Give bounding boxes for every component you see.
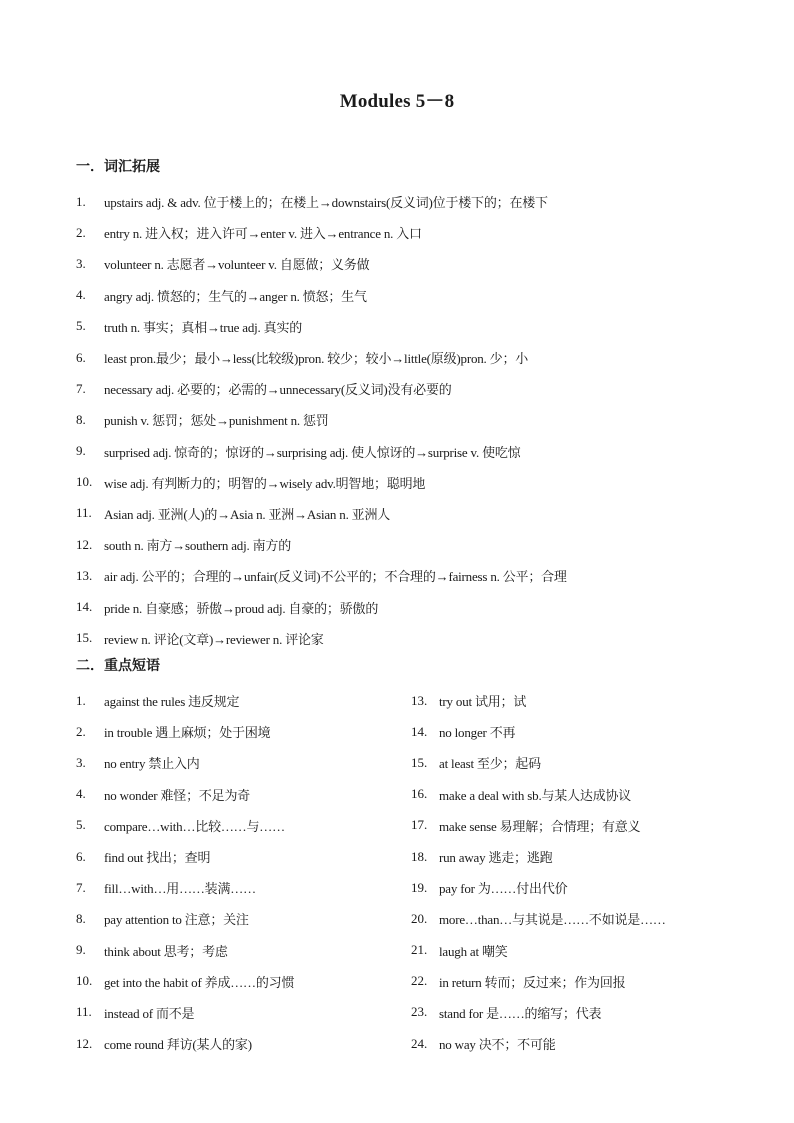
item-text: south n. 南方→southern adj. 南方的 [104, 538, 292, 554]
item-number: 3. [76, 754, 86, 770]
item-text: pride n. 自豪感；骄傲→proud adj. 自豪的；骄傲的 [104, 600, 379, 616]
vocabulary-item [76, 404, 736, 435]
vocabulary-item [76, 560, 736, 591]
section-heading-phrases: 二．重点短语 [76, 658, 160, 674]
item-text: least pron.最少；最小→less(比较级)pron. 较少；较小→little(原级)pron. 少；小 [104, 351, 529, 367]
phrase-item [76, 841, 406, 872]
item-number: 22. [411, 973, 428, 989]
item-text: in return 转而；反过来；作为回报 [439, 974, 626, 990]
phrase-item [76, 997, 406, 1028]
phrase-item [411, 810, 741, 841]
phrase-item [76, 1028, 406, 1059]
item-number: 24. [411, 1035, 428, 1051]
item-number: 23. [411, 1004, 428, 1020]
vocabulary-item [76, 467, 736, 498]
item-text: at least 至少；起码 [439, 756, 541, 772]
item-text: wise adj. 有判断力的；明智的→wisely adv.明智地；聪明地 [104, 475, 426, 491]
item-text: laugh at 嘲笑 [439, 943, 508, 959]
item-number: 14. [76, 599, 93, 615]
item-text: in trouble 遇上麻烦；处于困境 [104, 725, 271, 741]
item-number: 13. [411, 692, 428, 708]
page-title: Modules 5－8 [339, 91, 455, 112]
phrase-item [76, 810, 406, 841]
item-text: no way 决不；不可能 [439, 1037, 556, 1053]
item-text: find out 找出；查明 [104, 850, 211, 866]
item-number: 12. [76, 536, 93, 552]
phrase-item [411, 903, 741, 934]
item-text: air adj. 公平的；合理的→unfair(反义词)不公平的；不合理的→fairness n. 公平；合理 [104, 569, 567, 585]
item-text: fill…with…用……装满…… [104, 881, 256, 897]
item-number: 14. [411, 723, 428, 739]
phrase-item [411, 872, 741, 903]
item-text: review n. 评论(文章)→reviewer n. 评论家 [104, 631, 324, 647]
item-text: more…than…与其说是……不如说是…… [439, 912, 666, 928]
vocabulary-item [76, 436, 736, 467]
item-text: make a deal with sb.与某人达成协议 [439, 787, 632, 803]
item-text: make sense 易理解；合情理；有意义 [439, 818, 641, 834]
vocabulary-item [76, 373, 736, 404]
item-number: 9. [76, 942, 86, 958]
item-text: come round 拜访(某人的家) [104, 1037, 252, 1053]
item-text: instead of 而不是 [104, 1005, 195, 1021]
phrase-item [411, 966, 741, 997]
item-number: 3. [76, 255, 86, 271]
item-text: pay attention to 注意；关注 [104, 912, 249, 928]
item-number: 16. [411, 786, 428, 802]
item-text: against the rules 违反规定 [104, 694, 240, 710]
item-text: try out 试用；试 [439, 694, 527, 710]
item-number: 19. [411, 879, 428, 895]
item-number: 2. [76, 224, 86, 240]
item-number: 20. [411, 910, 428, 926]
item-number: 18. [411, 848, 428, 864]
item-number: 4. [76, 287, 86, 303]
phrase-item [411, 779, 741, 810]
vocabulary-item [76, 591, 736, 622]
item-text: Asian adj. 亚洲(人)的→Asia n. 亚洲→Asian n. 亚洲人 [104, 506, 391, 522]
vocabulary-item [76, 186, 736, 217]
item-text: truth n. 事实；真相→true adj. 真实的 [104, 319, 303, 335]
item-number: 4. [76, 786, 86, 802]
item-text: no longer 不再 [439, 725, 516, 741]
item-number: 12. [76, 1035, 93, 1051]
vocabulary-item [76, 280, 736, 311]
item-number: 15. [76, 630, 93, 646]
item-number: 11. [76, 505, 92, 521]
item-number: 21. [411, 942, 428, 958]
item-text: necessary adj. 必要的；必需的→unnecessary(反义词)没有必要的 [104, 382, 452, 398]
vocabulary-item [76, 217, 736, 248]
item-number: 8. [76, 411, 86, 427]
item-text: think about 思考；考虑 [104, 943, 228, 959]
vocabulary-list [76, 186, 736, 654]
phrase-item [76, 716, 406, 747]
phrase-item [411, 1028, 741, 1059]
phrase-list-left [76, 685, 406, 1059]
item-number: 13. [76, 567, 93, 583]
item-text: run away 逃走；逃跑 [439, 850, 553, 866]
item-text: volunteer n. 志愿者→volunteer v. 自愿做；义务做 [104, 257, 370, 273]
vocabulary-item [76, 623, 736, 654]
item-number: 17. [411, 817, 428, 833]
phrase-item [411, 841, 741, 872]
item-number: 7. [76, 879, 86, 895]
item-text: compare…with…比较……与…… [104, 818, 285, 834]
phrase-item [411, 685, 741, 716]
phrase-item [411, 997, 741, 1028]
phrase-item [76, 935, 406, 966]
item-text: no entry 禁止入内 [104, 756, 200, 772]
item-text: angry adj. 愤怒的；生气的→anger n. 愤怒；生气 [104, 288, 367, 304]
phrase-item [76, 872, 406, 903]
item-number: 6. [76, 848, 86, 864]
item-number: 7. [76, 380, 86, 396]
vocabulary-item [76, 248, 736, 279]
phrase-item [76, 685, 406, 716]
vocabulary-item [76, 529, 736, 560]
item-number: 15. [411, 754, 428, 770]
item-text: entry n. 进入权；进入许可→enter v. 进入→entrance n. 入口 [104, 226, 422, 242]
item-number: 11. [76, 1004, 92, 1020]
item-number: 10. [76, 973, 93, 989]
item-text: upstairs adj. & adv. 位于楼上的；在楼上→downstairs(反义词)位于楼下的；在楼下 [104, 195, 548, 211]
phrase-item [76, 966, 406, 997]
section-heading-vocabulary: 一．词汇拓展 [76, 159, 160, 175]
vocabulary-item [76, 342, 736, 373]
phrase-item [411, 747, 741, 778]
phrase-item [76, 903, 406, 934]
phrase-item [411, 935, 741, 966]
item-number: 9. [76, 443, 86, 459]
item-number: 6. [76, 349, 86, 365]
item-number: 1. [76, 692, 86, 708]
phrase-item [411, 716, 741, 747]
item-number: 2. [76, 723, 86, 739]
item-text: surprised adj. 惊奇的；惊讶的→surprising adj. 使人惊讶的→surprise v. 使吃惊 [104, 444, 521, 460]
item-text: punish v. 惩罚；惩处→punishment n. 惩罚 [104, 413, 329, 429]
phrase-list-right [411, 685, 741, 1059]
item-number: 5. [76, 318, 86, 334]
item-number: 10. [76, 474, 93, 490]
item-number: 1. [76, 193, 86, 209]
item-number: 8. [76, 910, 86, 926]
item-text: pay for 为……付出代价 [439, 881, 568, 897]
vocabulary-item [76, 311, 736, 342]
vocabulary-item [76, 498, 736, 529]
item-text: stand for 是……的缩写；代表 [439, 1005, 602, 1021]
item-text: get into the habit of 养成……的习惯 [104, 974, 295, 990]
item-number: 5. [76, 817, 86, 833]
phrase-item [76, 779, 406, 810]
phrase-item [76, 747, 406, 778]
item-text: no wonder 难怪；不足为奇 [104, 787, 251, 803]
